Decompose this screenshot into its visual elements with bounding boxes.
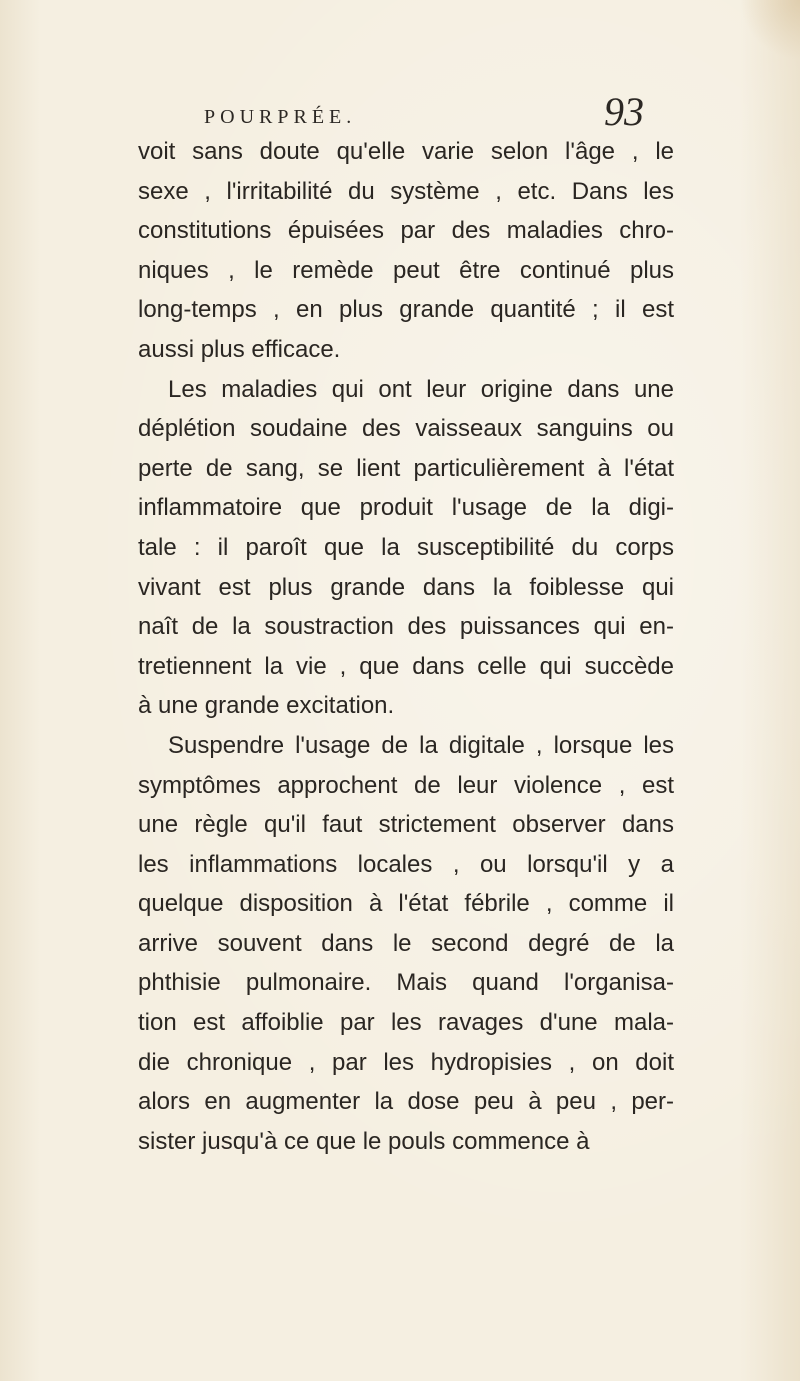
text-line: constitutions épuisées par des maladies chro- <box>138 217 674 245</box>
text-line: alors en augmenter la dose peu à peu , per- <box>138 1088 674 1116</box>
text-line: à une grande excitation. <box>138 692 395 720</box>
text-line: tale : il paroît que la susceptibilité du corps <box>138 533 674 561</box>
text-line: inflammatoire que produit l'usage de la digi- <box>138 494 674 522</box>
paper-stain <box>740 0 800 60</box>
text-line: déplétion soudaine des vaisseaux sanguins ou <box>138 415 674 443</box>
text-line: symptômes approchent de leur violence , est <box>138 771 674 799</box>
text-line: sexe , l'irritabilité du système , etc. Dans les <box>138 177 674 205</box>
text-line: perte de sang, se lient particulièrement à l'état <box>138 454 674 482</box>
text-line: voit sans doute qu'elle varie selon l'âge , le <box>138 138 674 165</box>
body-text <box>138 132 674 1161</box>
text-line: Les maladies qui ont leur origine dans une <box>168 375 674 403</box>
text-line: aussi plus efficace. <box>138 335 341 363</box>
text-line: phthisie pulmonaire. Mais quand l'organisa- <box>138 969 674 997</box>
text-line: die chronique , par les hydropisies , on doit <box>138 1048 674 1076</box>
text-line: naît de la soustraction des puissances qui en- <box>138 613 674 641</box>
page-number: 93 <box>604 89 644 134</box>
text-line: une règle qu'il faut strictement observer dans <box>138 811 674 839</box>
text-line: long-temps , en plus grande quantité ; il est <box>138 296 674 324</box>
text-line: vivant est plus grande dans la foiblesse qui <box>138 573 674 601</box>
page-header <box>204 76 644 136</box>
text-line: tion est affoiblie par les ravages d'une mala- <box>138 1009 674 1037</box>
text-line: niques , le remède peut être continué plus <box>138 256 674 284</box>
text-line: arrive souvent dans le second degré de la <box>138 929 674 957</box>
running-title: POURPRÉE. <box>204 106 357 128</box>
text-line: sister jusqu'à ce que le pouls commence à <box>138 1127 590 1155</box>
text-line: les inflammations locales , ou lorsqu'il y a <box>138 850 674 878</box>
text-line: quelque disposition à l'état fébrile , comme il <box>138 890 674 918</box>
text-line: tretiennent la vie , que dans celle qui succède <box>138 652 674 680</box>
text-line: Suspendre l'usage de la digitale , lorsque les <box>168 731 674 759</box>
